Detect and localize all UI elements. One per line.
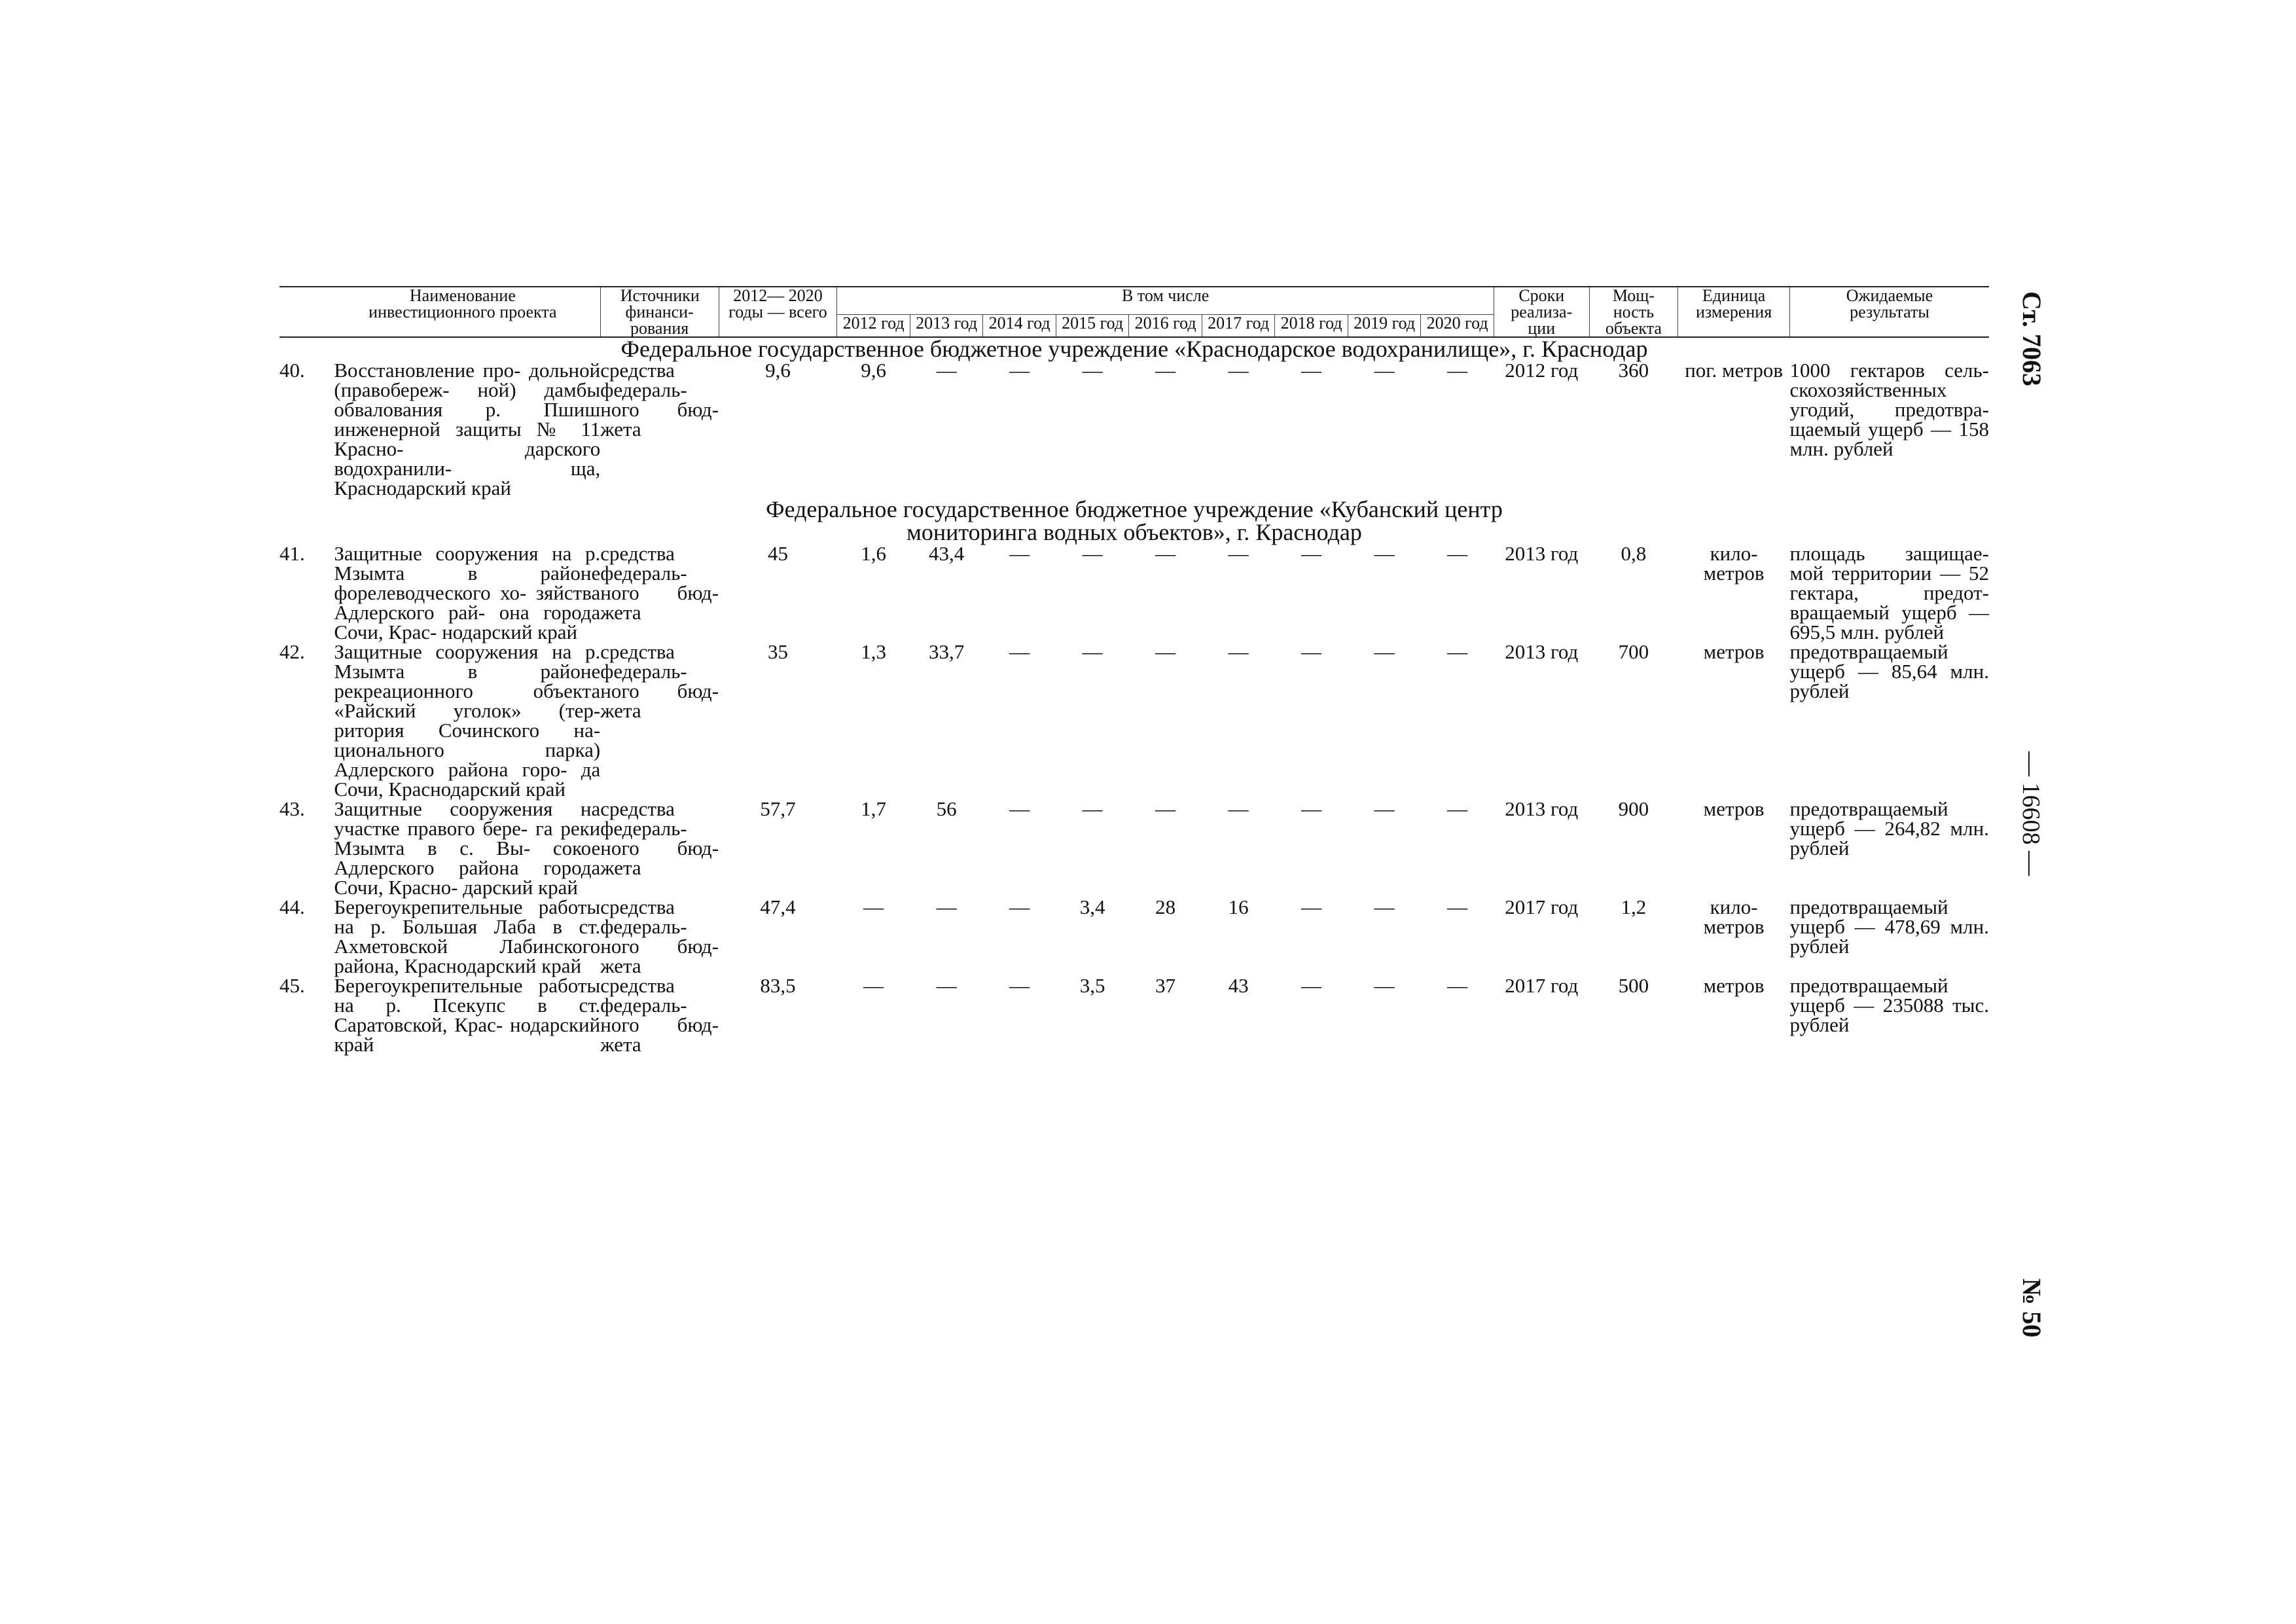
- year-amount: 43: [1228, 974, 1249, 997]
- capacity-value: 700: [1618, 640, 1649, 663]
- year-amount: —: [1301, 359, 1322, 382]
- col-header-source: Источники финанси- рования: [600, 287, 719, 337]
- year-amount: —: [1301, 542, 1322, 565]
- expected-result: площадь защищае- мой территории — 52 гектара, предот- вращаемый ущерб — 695,5 млн. рублей: [1789, 542, 1989, 643]
- table-row: [279, 361, 1989, 498]
- project-name: Защитные сооружения на участке правого бере- га реки Мзымта в с. Вы- сокое Адлерского района города Сочи, Красно- дарский край: [334, 797, 601, 899]
- year-amount: —: [1228, 640, 1249, 663]
- col-header-year: 2017 год: [1202, 314, 1275, 337]
- funding-source: средства федераль- ного бюд- жета: [600, 640, 719, 722]
- col-header-terms: Сроки реализа- ции: [1494, 287, 1589, 337]
- year-amount: —: [1228, 542, 1249, 565]
- year-amount: —: [1009, 542, 1030, 565]
- year-amount: 3,5: [1079, 974, 1105, 997]
- funding-source: средства федераль- ного бюд- жета: [600, 974, 719, 1056]
- measurement-unit: метров: [1703, 974, 1765, 997]
- col-header-year: 2015 год: [1056, 314, 1129, 337]
- table-body: [279, 337, 1989, 1055]
- project-name: Берегоукрепительные работы на р. Большая Лаба в ст. Ахметовской Лабинского района, Краснодарский край: [334, 895, 601, 977]
- year-amount: —: [1374, 640, 1395, 663]
- year-amount: —: [936, 974, 957, 997]
- project-name: Берегоукрепительные работы на р. Псекупс в ст. Саратовской, Крас- нодарский край: [334, 974, 601, 1056]
- implementation-term: 2013 год: [1505, 640, 1579, 663]
- year-amount: —: [1155, 542, 1176, 565]
- col-header-year: 2019 год: [1348, 314, 1421, 337]
- year-amount: —: [1301, 974, 1322, 997]
- year-amount: —: [1082, 797, 1103, 820]
- row-number: 44.: [279, 895, 305, 918]
- year-amount: —: [1301, 797, 1322, 820]
- year-amount: —: [1374, 797, 1395, 820]
- year-amount: —: [1447, 974, 1468, 997]
- year-amount: —: [1447, 797, 1468, 820]
- year-amount: 33,7: [928, 640, 965, 663]
- year-amount: 16: [1228, 895, 1249, 918]
- year-amount: —: [936, 895, 957, 918]
- row-number: 40.: [279, 359, 305, 382]
- row-number: 41.: [279, 542, 305, 565]
- funding-source: средства федераль- ного бюд- жета: [600, 542, 719, 624]
- col-header-year: 2016 год: [1129, 314, 1202, 337]
- project-name: Защитные сооружения на р. Мзымта в районе форелеводческого хо- зяйства Адлерского рай- она города Сочи, Крас- нодарский край: [334, 542, 601, 643]
- section-heading-row: [279, 498, 1989, 544]
- row-number: 45.: [279, 974, 305, 997]
- year-amount: —: [1155, 797, 1176, 820]
- year-amount: —: [1228, 359, 1249, 382]
- year-amount: —: [863, 895, 884, 918]
- expected-result: предотвращаемый ущерб — 264,82 млн. рублей: [1789, 797, 1989, 859]
- year-amount: —: [1447, 640, 1468, 663]
- table-row: [279, 642, 1989, 799]
- measurement-unit: кило- метров: [1703, 542, 1765, 585]
- implementation-term: 2017 год: [1505, 895, 1579, 918]
- table-row: [279, 799, 1989, 897]
- total-amount: 47,4: [760, 895, 796, 918]
- total-amount: 57,7: [760, 797, 796, 820]
- year-amount: —: [1009, 359, 1030, 382]
- col-header-including: В том числе: [837, 287, 1494, 314]
- col-header-name: Наименование инвестиционного проекта: [279, 287, 600, 337]
- year-amount: —: [1082, 640, 1103, 663]
- year-amount: —: [1447, 542, 1468, 565]
- col-header-year: 2012 год: [837, 314, 910, 337]
- total-amount: 45: [767, 542, 788, 565]
- capacity-value: 0,8: [1621, 542, 1647, 565]
- year-amount: 9,6: [861, 359, 886, 382]
- row-number: 43.: [279, 797, 305, 820]
- year-amount: 37: [1155, 974, 1176, 997]
- table-header: [279, 287, 1989, 337]
- year-amount: 28: [1155, 895, 1176, 918]
- year-amount: —: [1447, 359, 1468, 382]
- year-amount: —: [1374, 542, 1395, 565]
- issue-number: № 50: [2017, 1278, 2047, 1338]
- year-amount: —: [1009, 640, 1030, 663]
- page-reference: Ст. 7063: [2017, 291, 2047, 386]
- implementation-term: 2012 год: [1505, 359, 1579, 382]
- funding-source: средства федераль- ного бюд- жета: [600, 359, 719, 441]
- expected-result: 1000 гектаров сель- скохозяйственных угодий, предотвра- щаемый ущерб — 158 млн. рублей: [1789, 359, 1989, 460]
- section-heading-row: [279, 337, 1989, 361]
- col-header-total: 2012— 2020 годы — всего: [719, 287, 837, 337]
- capacity-value: 500: [1618, 974, 1649, 997]
- section-heading: Федеральное государственное бюджетное учреждение «Кубанский центр мониторинга водных объектов», г. Краснодар: [766, 496, 1503, 545]
- year-amount: —: [1447, 895, 1468, 918]
- year-amount: 1,6: [861, 542, 886, 565]
- col-header-year: 2020 год: [1421, 314, 1494, 337]
- capacity-value: 360: [1618, 359, 1649, 382]
- year-amount: 43,4: [928, 542, 965, 565]
- measurement-unit: метров: [1703, 640, 1765, 663]
- col-header-year: 2013 год: [910, 314, 983, 337]
- col-header-year: 2018 год: [1275, 314, 1348, 337]
- year-amount: —: [863, 974, 884, 997]
- implementation-term: 2017 год: [1505, 974, 1579, 997]
- funding-source: средства федераль- ного бюд- жета: [600, 895, 719, 977]
- implementation-term: 2013 год: [1505, 797, 1579, 820]
- funding-source: средства федераль- ного бюд- жета: [600, 797, 719, 879]
- year-amount: —: [936, 359, 957, 382]
- table-row: [279, 897, 1989, 976]
- year-amount: —: [1374, 895, 1395, 918]
- row-number: 42.: [279, 640, 305, 663]
- year-amount: —: [1374, 974, 1395, 997]
- year-amount: —: [1082, 542, 1103, 565]
- year-amount: —: [1009, 974, 1030, 997]
- table-row: [279, 544, 1989, 642]
- investment-projects-table: [279, 286, 1989, 1055]
- total-amount: 9,6: [765, 359, 791, 382]
- table-row: [279, 976, 1989, 1055]
- year-amount: —: [1009, 895, 1030, 918]
- year-amount: 1,7: [861, 797, 886, 820]
- col-header-unit: Единица измерения: [1678, 287, 1790, 337]
- expected-result: предотвращаемый ущерб — 235088 тыс. рублей: [1789, 974, 1989, 1036]
- implementation-term: 2013 год: [1505, 542, 1579, 565]
- col-header-capacity: Мощ- ность объекта: [1589, 287, 1678, 337]
- year-amount: —: [1155, 359, 1176, 382]
- col-header-year: 2014 год: [983, 314, 1056, 337]
- section-heading: Федеральное государственное бюджетное учреждение «Краснодарское водохранилище», г. Краснодар: [620, 336, 1648, 362]
- page-number: — 16608 —: [2017, 751, 2045, 876]
- year-amount: 56: [936, 797, 957, 820]
- year-amount: —: [1374, 359, 1395, 382]
- measurement-unit: пог. метров: [1685, 359, 1783, 382]
- year-amount: —: [1301, 895, 1322, 918]
- project-name: Защитные сооружения на р. Мзымта в районе рекреационного объекта «Райский уголок» (тер- ритория Сочинского на- ционального парка) Адлерского района горо- да Сочи, Краснодарский край: [334, 640, 601, 801]
- col-header-results: Ожидаемые результаты: [1789, 287, 1989, 337]
- year-amount: —: [1082, 359, 1103, 382]
- year-amount: 1,3: [861, 640, 886, 663]
- project-name: Восстановление про- дольной (правобереж- ной) дамбы обвалования р. Пшиш инженерной защиты № 11 Красно- дарского водохранили- ща, Краснодарский край: [334, 359, 601, 499]
- expected-result: предотвращаемый ущерб — 478,69 млн. рублей: [1789, 895, 1989, 958]
- year-amount: —: [1155, 640, 1176, 663]
- total-amount: 35: [767, 640, 788, 663]
- measurement-unit: кило- метров: [1703, 895, 1765, 938]
- capacity-value: 1,2: [1621, 895, 1647, 918]
- year-amount: —: [1228, 797, 1249, 820]
- expected-result: предотвращаемый ущерб — 85,64 млн. рублей: [1789, 640, 1989, 702]
- year-amount: 3,4: [1079, 895, 1105, 918]
- total-amount: 83,5: [760, 974, 796, 997]
- capacity-value: 900: [1618, 797, 1649, 820]
- year-amount: —: [1009, 797, 1030, 820]
- measurement-unit: метров: [1703, 797, 1765, 820]
- year-amount: —: [1301, 640, 1322, 663]
